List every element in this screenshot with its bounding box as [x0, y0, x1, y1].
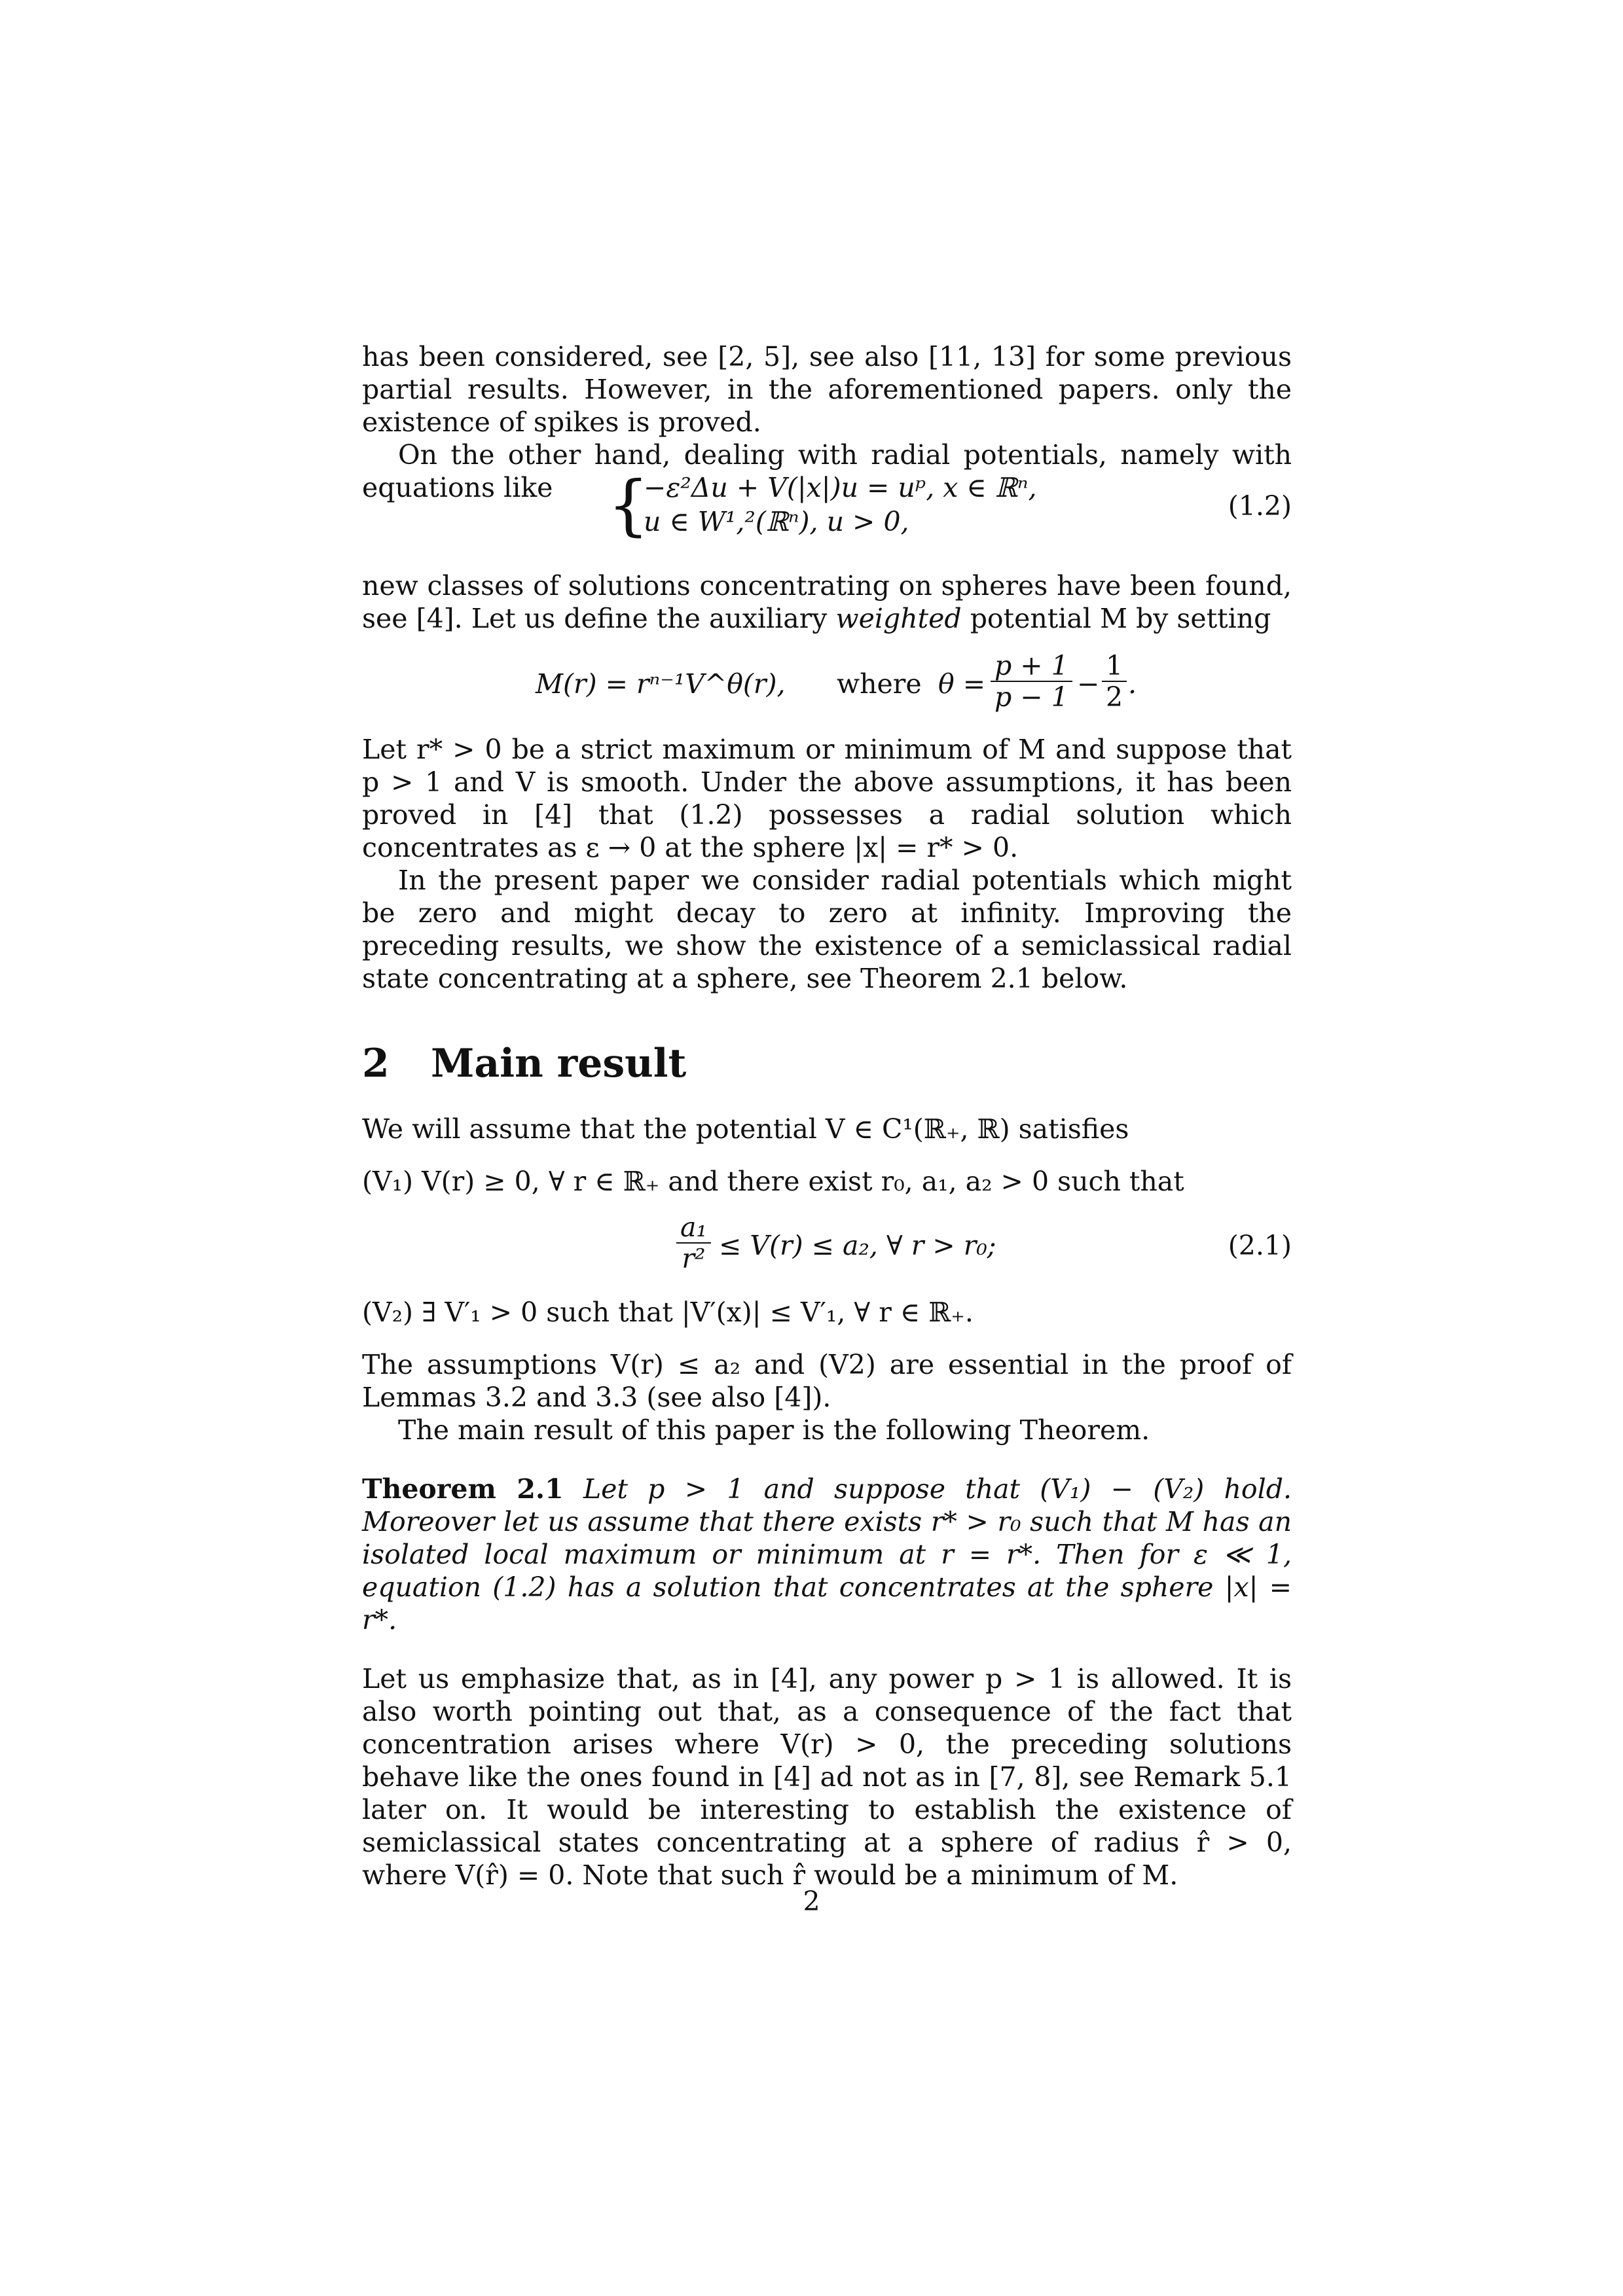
where-word: where	[837, 668, 922, 700]
theorem-body: Let p > 1 and suppose that (V₁) − (V₂) hold. Moreover let us assume that there exists r* > r₀ such that M has an isolated local maximum or minimum at r = r*. Then for ε ≪ 1, equation (1.2) has a solution that concentrates at the sphere |x| = r*.	[362, 1473, 1292, 1636]
theta-frac-1	[991, 651, 1072, 712]
theta-minus: −	[1077, 668, 1100, 700]
theta-num-2: 1	[1102, 651, 1127, 682]
paragraph-3a: new classes of solutions concentrating on spheres have been found, see [4]. Let us define the auxiliary	[362, 570, 1292, 634]
paragraph-2: On the other hand, dealing with radial potentials, namely with equations like	[362, 439, 1292, 503]
assumption-v1: (V₁) V(r) ≥ 0, ∀ r ∈ ℝ₊ and there exist r₀, a₁, a₂ > 0 such that	[362, 1166, 1184, 1197]
paragraph-3-emph: weighted	[835, 603, 962, 634]
theta-frac-2	[1102, 651, 1127, 712]
eq12-line1: −ε²Δu + V(|x|)u = uᵖ, x ∈ ℝⁿ,	[644, 472, 1037, 503]
paragraph-7: The assumptions V(r) ≤ a₂ and (V2) are essential in the proof of Lemmas 3.2 and 3.3 (see also [4]).	[362, 1349, 1292, 1413]
theta-num-1: p + 1	[991, 651, 1072, 682]
page-number: 2	[803, 1886, 820, 1917]
eq12-number: (1.2)	[1228, 490, 1292, 522]
theorem-2-1	[362, 1473, 1292, 1636]
eq21-number: (2.1)	[1228, 1230, 1292, 1261]
left-brace: {	[608, 467, 649, 543]
eq21-num-a1: a₁	[676, 1212, 711, 1244]
equation-M-def	[362, 648, 1292, 720]
section-title: Main result	[431, 1041, 687, 1086]
eq21-frac	[676, 1212, 711, 1274]
M-def: M(r) = rⁿ⁻¹V^θ(r),	[536, 668, 786, 700]
theta-den-2: 2	[1106, 681, 1123, 713]
paragraph-3c: potential M by setting	[970, 603, 1271, 634]
eq12-line2: u ∈ W¹,²(ℝⁿ), u > 0,	[644, 506, 909, 537]
paragraph-9: Let us emphasize that, as in [4], any power p > 1 is allowed. It is also worth pointing out that, as a consequence of the fact that concentration arises where V(r) > 0, the preceding solutions behave like the ones found in [4] ad not as in [7, 8], see Remark 5.1 later on. It would be interesting to establish the existence of semiclassical states concentrating at a sphere of radius r̂ > 0, where V(r̂) = 0. Note that such r̂ would be a minimum of M.	[362, 1663, 1292, 1891]
assumption-v2: (V₂) ∃ V′₁ > 0 such that |V′(x)| ≤ V′₁, ∀ r ∈ ℝ₊.	[362, 1297, 974, 1328]
section-number: 2	[362, 1041, 390, 1086]
paragraph-5: In the present paper we consider radial potentials which might be zero and might decay to zero at infinity. Improving the preceding results, we show the existence of a semiclassical radial state concentrating at a sphere, see Theorem 2.1 below.	[362, 865, 1292, 994]
equation-2-1	[362, 1211, 1292, 1283]
section-heading	[362, 1041, 1292, 1086]
paragraph-6: We will assume that the potential V ∈ C¹(ℝ₊, ℝ) satisfies	[362, 1113, 1129, 1145]
eq21-den-r2: r²	[682, 1243, 706, 1274]
theta-den-1: p − 1	[994, 681, 1068, 713]
page-body	[362, 340, 1292, 1892]
paragraph-3	[362, 569, 1292, 635]
paragraph-8: The main result of this paper is the following Theorem.	[398, 1414, 1150, 1446]
theorem-label: Theorem 2.1	[362, 1473, 564, 1505]
eq21-rest: ≤ V(r) ≤ a₂, ∀ r > r₀;	[719, 1230, 996, 1261]
paragraph-4: Let r* > 0 be a strict maximum or minimum of M and suppose that p > 1 and V is smooth. Under the above assumptions, it has been proved in [4] that (1.2) possesses a radial solution which concentrates as ε → 0 at the sphere |x| = r* > 0.	[362, 734, 1292, 863]
theta-lhs: θ =	[938, 668, 986, 700]
equation-1-2	[362, 467, 1292, 543]
paragraph-1: has been considered, see [2, 5], see also [11, 13] for some previous partial results. However, in the aforementioned papers. only the existence of spikes is proved.	[362, 341, 1292, 438]
theta-end: .	[1128, 668, 1137, 700]
